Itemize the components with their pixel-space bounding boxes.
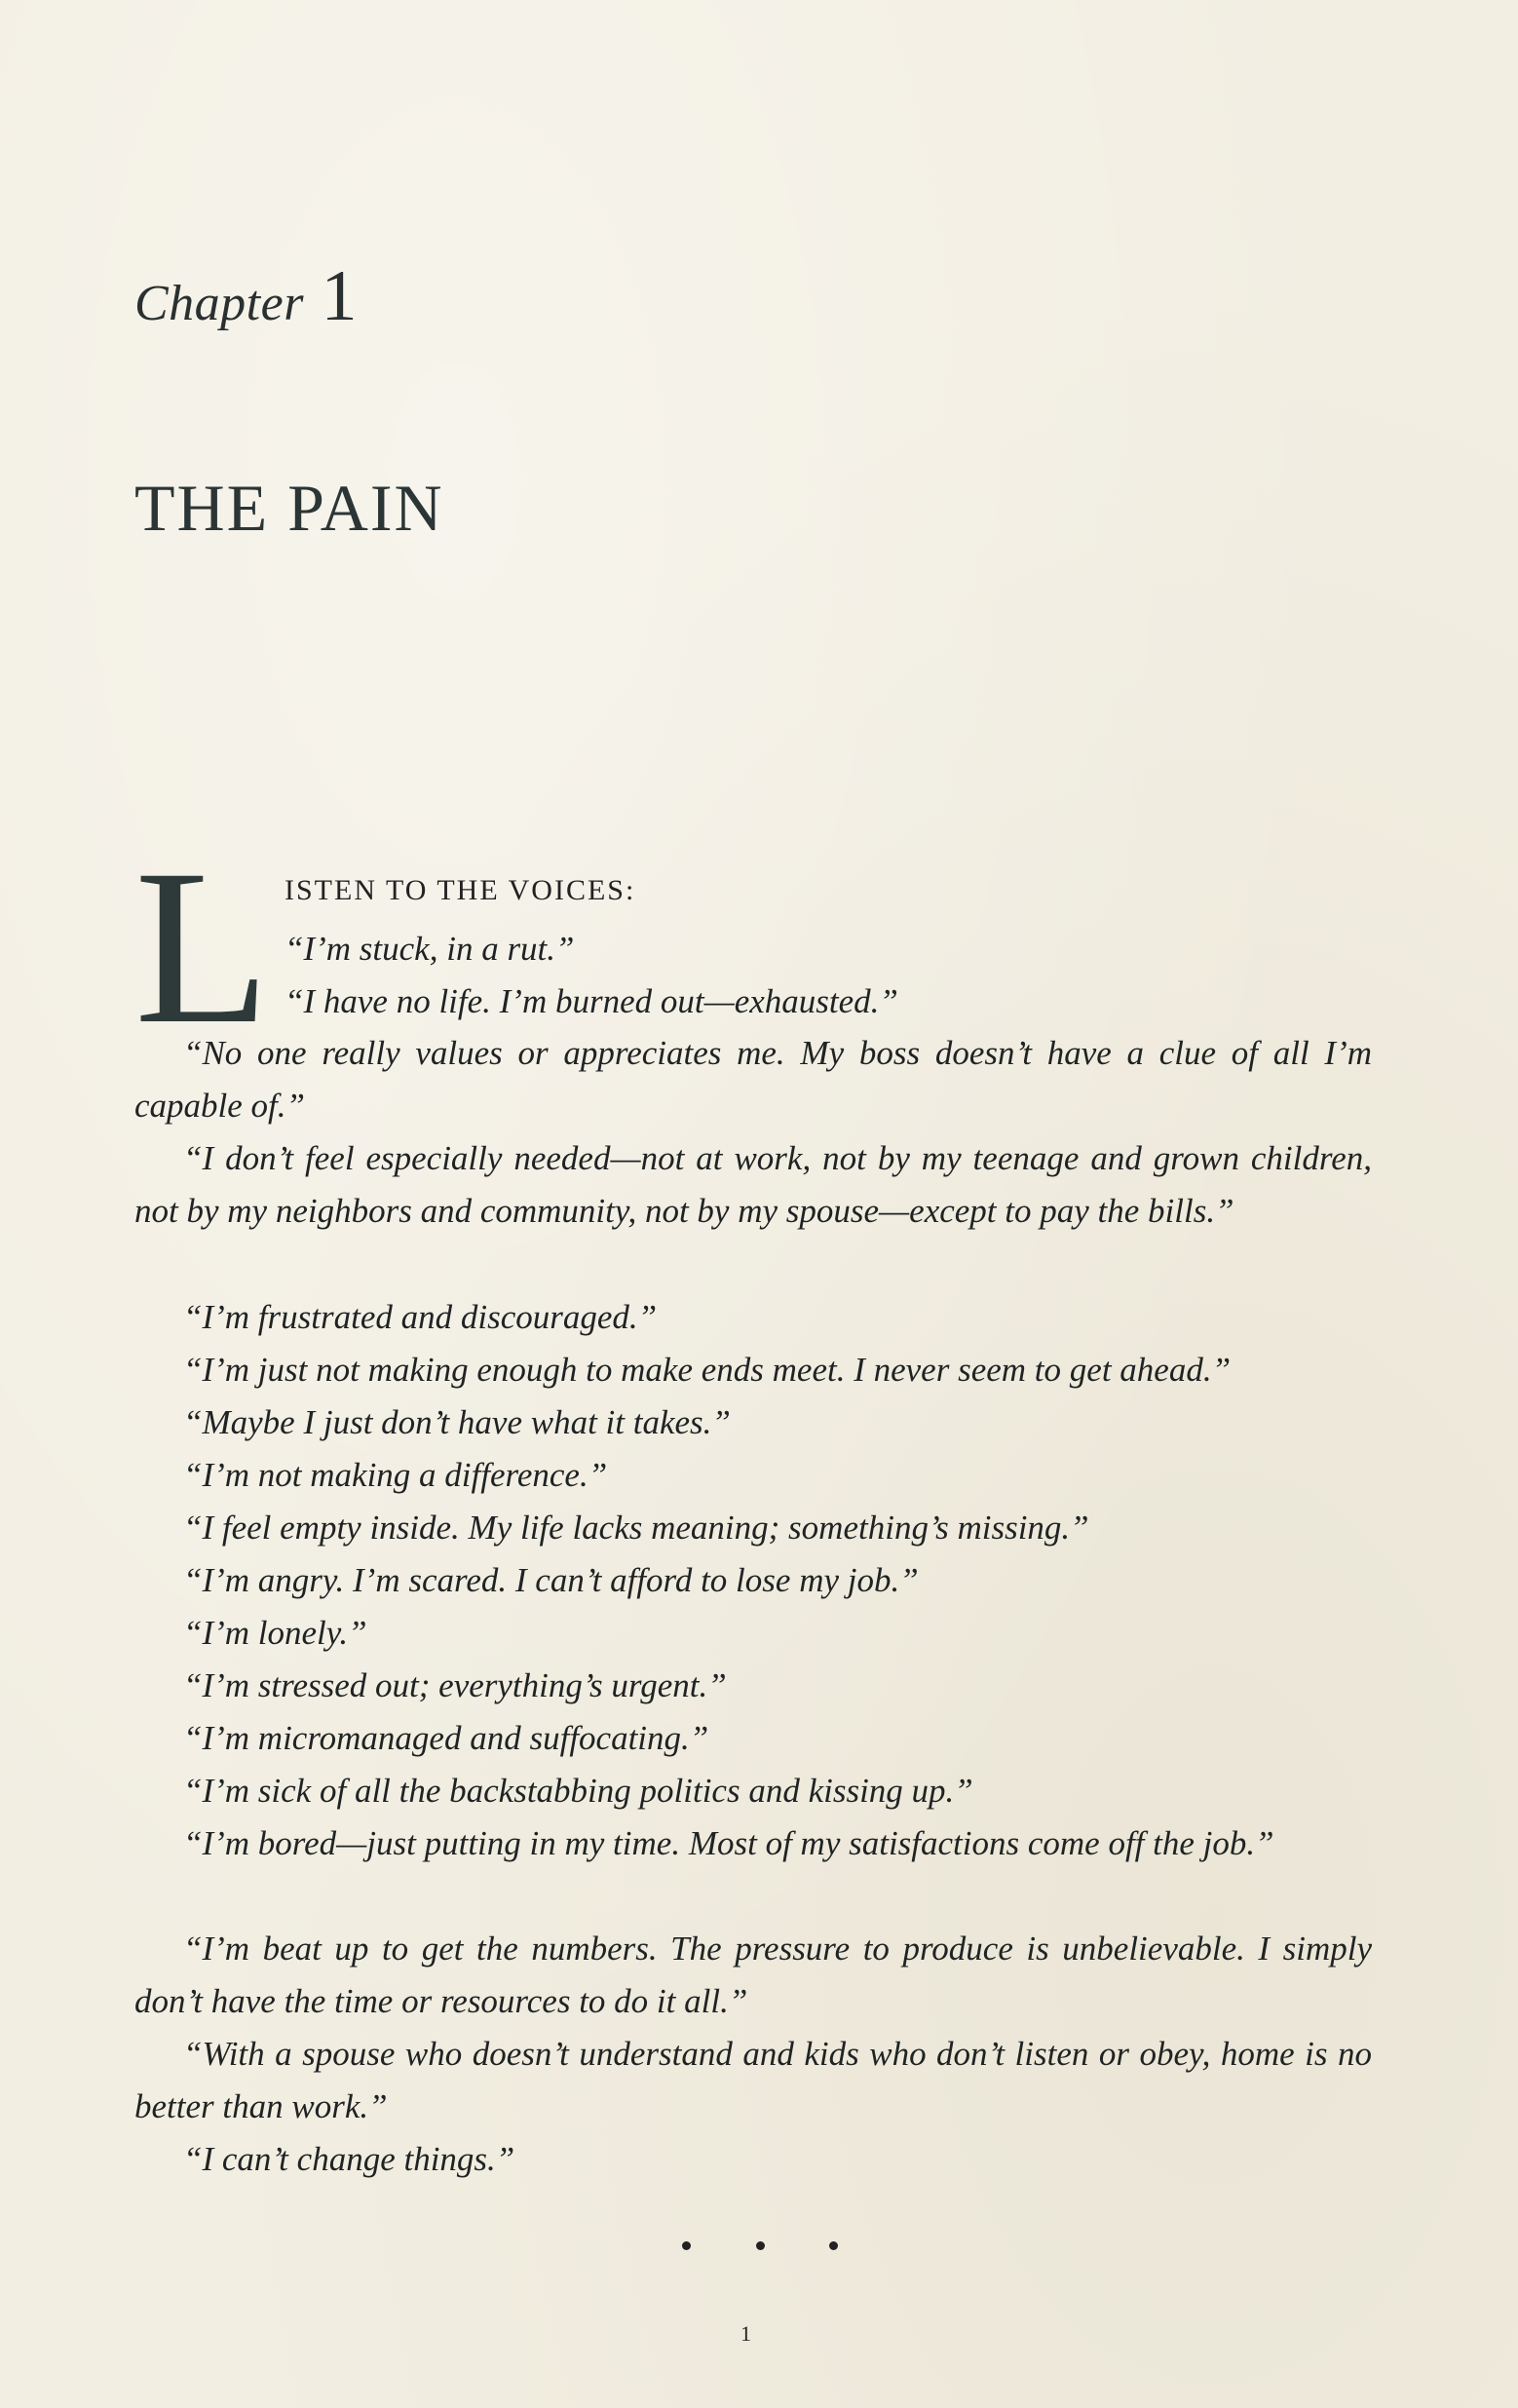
quote-1: “I’m stuck, in a rut.” (285, 930, 575, 968)
chapter-number: 1 (321, 256, 358, 336)
quote-5: “I’m frustrated and discouraged.” (183, 1298, 658, 1336)
dot (829, 2241, 838, 2250)
quote-6: “I’m just not making enough to make ends meet. I never seem to get ahead.” (183, 1351, 1232, 1389)
quote-14: “I’m sick of all the backstabbing politics and kissing up.” (183, 1772, 973, 1810)
quote-2: “I have no life. I’m burned out—exhausted.” (285, 982, 898, 1020)
quote-9: “I feel empty inside. My life lacks meaning; something’s missing.” (183, 1509, 1089, 1547)
page-number: 1 (740, 2321, 751, 2346)
quote-18: “I can’t change things.” (183, 2140, 515, 2178)
section-break-dots (682, 2241, 838, 2250)
dot (756, 2241, 765, 2250)
chapter-label-text: Chapter (134, 276, 304, 331)
quote-3: “No one really values or appreciates me. My boss doesn’t have a clue of all I’m capable of.” (134, 1034, 1372, 1125)
quote-17: “With a spouse who doesn’t understand and kids who don’t listen or obey, home is no better than work.” (134, 2035, 1372, 2125)
quote-11: “I’m lonely.” (183, 1614, 367, 1652)
quote-10: “I’m angry. I’m scared. I can’t afford to lose my job.” (183, 1561, 919, 1599)
drop-cap: L (134, 824, 271, 1070)
lead-in-text: ISTEN TO THE VOICES: (285, 874, 636, 906)
chapter-title: THE PAIN (134, 471, 444, 545)
quote-12: “I’m stressed out; everything’s urgent.” (183, 1666, 727, 1704)
dot (682, 2241, 691, 2250)
quote-8: “I’m not making a difference.” (183, 1456, 608, 1494)
quote-16: “I’m beat up to get the numbers. The pressure to produce is unbelievable. I simply don’t have the time or resources to do it all.” (134, 1930, 1372, 2020)
chapter-label (134, 255, 358, 338)
quote-13: “I’m micromanaged and suffocating.” (183, 1719, 709, 1757)
quote-15: “I’m bored—just putting in my time. Most of my satisfactions come off the job.” (183, 1824, 1274, 1862)
quote-7: “Maybe I just don’t have what it takes.” (183, 1403, 731, 1441)
quote-4: “I don’t feel especially needed—not at work, not by my teenage and grown children, not by my neighbors and community, not by my spouse—except to pay the bills.” (134, 1139, 1372, 1230)
